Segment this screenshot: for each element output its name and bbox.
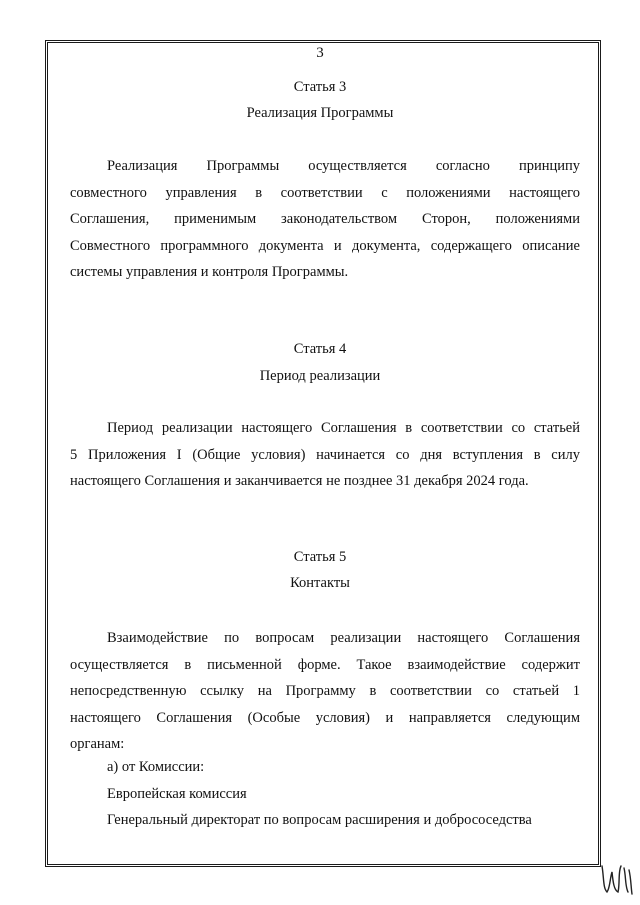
initials-signature-icon	[598, 858, 634, 898]
article-4-line: Период реализации настоящего Соглашения в соответствии со статьей	[107, 420, 580, 436]
contact-item: а) от Комиссии:	[107, 759, 205, 775]
article-5-line: непосредственную ссылку на Программу в соответствии со статьей 1	[70, 683, 580, 699]
article-4-line: 5 Приложения I (Общие условия) начинается со дня вступления в силу	[70, 446, 580, 463]
article-4-number: Статья 4	[293, 341, 347, 357]
article-4-line: настоящего Соглашения и заканчивается не позднее 31 декабря 2024 года.	[70, 473, 529, 489]
article-5-line: органам:	[70, 736, 125, 752]
article-3-title: Реализация Программы	[246, 105, 394, 121]
article-4-body	[70, 415, 580, 495]
article-5-line: настоящего Соглашения (Особые условия) и направляется следующим	[70, 709, 580, 726]
article-3-line: Соглашения, применимым законодательством Сторон, положениями	[70, 211, 580, 227]
article-4-title: Период реализации	[259, 368, 381, 384]
article-3-line: Совместного программного документа и документа, содержащего описание	[70, 237, 580, 254]
article-5-title: Контакты	[290, 575, 350, 591]
article-5-line: осуществляется в письменной форме. Такое взаимодействие содержит	[70, 656, 580, 673]
page-number: 3	[316, 45, 324, 61]
article-3-line: системы управления и контроля Программы.	[70, 264, 349, 280]
article-3-line: Реализация Программы осуществляется согласно принципу	[107, 158, 580, 174]
contact-item: Европейская комиссия	[107, 786, 247, 802]
article-3-number: Статья 3	[293, 79, 347, 95]
article-5-line: Взаимодействие по вопросам реализации настоящего Соглашения	[107, 630, 580, 646]
article-3-body	[70, 153, 580, 286]
article-3-line: совместного управления в соответствии с положениями настоящего	[70, 184, 580, 201]
article-5-body	[70, 625, 580, 758]
article-5-number: Статья 5	[293, 549, 347, 565]
contact-item: Генеральный директорат по вопросам расширения и добрососедства	[107, 812, 532, 828]
